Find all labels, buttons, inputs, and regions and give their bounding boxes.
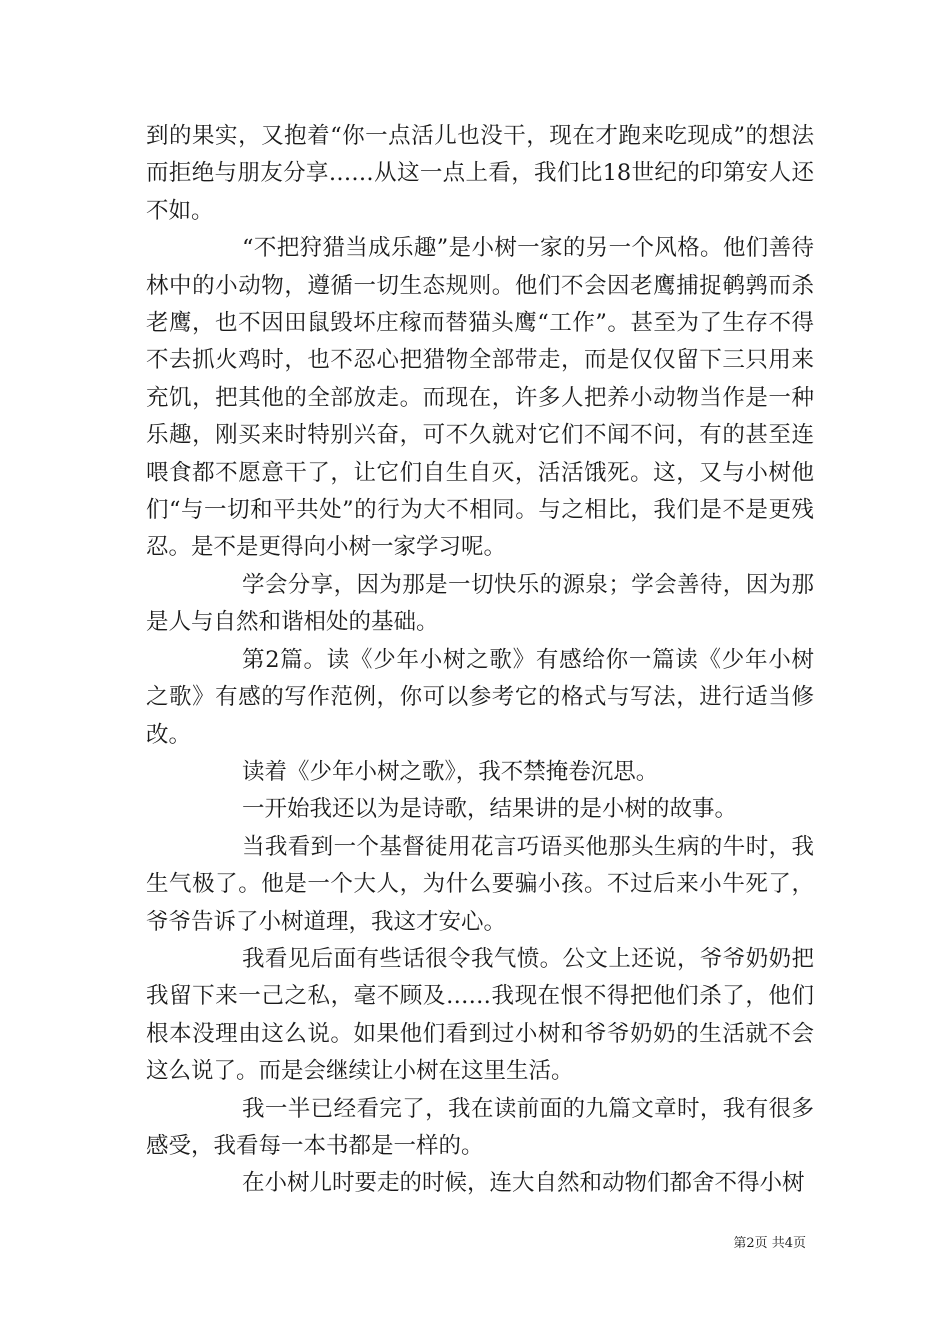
paragraph-10: 在小树儿时要走的时候，连大自然和动物们都舍不得小树 — [242, 1170, 805, 1197]
paragraph-8: 我看见后面有些话很令我气愤。公文上还说，爷爷奶奶把我留下来一己之私，毫不顾及……我现在恨不得把他们杀了，他们根本没理由这么说。如果他们看到过小树和爷爷奶奶的生活就不会这么说了。而是会继续让小树在这里生活。 — [146, 945, 814, 1085]
paragraph-1: 到的果实，又抱着“你一点活儿也没干，现在才跑来吃现成”的想法而拒绝与朋友分享……从这一点上看，我们比18世纪的印第安人还不如。 — [146, 123, 814, 224]
paragraph-4: 第2篇。读《少年小树之歌》有感给你一篇读《少年小树之歌》有感的写作范例，你可以参考它的格式与写法，进行适当修改。 — [146, 646, 814, 748]
paragraph-9: 我一半已经看完了，我在读前面的九篇文章时，我有很多感受，我看每一本书都是一样的。 — [146, 1095, 814, 1159]
paragraph-5: 读着《少年小树之歌》，我不禁掩卷沉思。 — [242, 758, 659, 785]
page-number: 第2页 共4页 — [733, 1236, 806, 1251]
body-text — [146, 118, 814, 1203]
paragraph-2: “不把狩猎当成乐趣”是小树一家的另一个风格。他们善待林中的小动物，遵循一切生态规则。他们不会因老鹰捕捉鹌鹑而杀老鹰，也不因田鼠毁坏庄稼而替猫头鹰“工作”。甚至为了生存不得不去抓火鸡时，也不忍心把猎物全部带走，而是仅仅留下三只用来充饥，把其他的全部放走。而现在，许多人把养小动物当作是一种乐趣，刚买来时特别兴奋，可不久就对它们不闻不问，有的甚至连喂食都不愿意干了，让它们自生自灭，活活饿死。这，又与小树他们“与一切和平共处”的行为大不相同。与之相比，我们是不是更残忍。是不是更得向小树一家学习呢。 — [146, 235, 814, 561]
paragraph-6: 一开始我还以为是诗歌，结果讲的是小树的故事。 — [242, 796, 738, 823]
paragraph-7: 当我看到一个基督徒用花言巧语买他那头生病的牛时，我生气极了。他是一个大人，为什么要骗小孩。不过后来小牛死了，爷爷告诉了小树道理，我这才安心。 — [146, 833, 814, 935]
paragraph-3: 学会分享，因为那是一切快乐的源泉；学会善待，因为那是人与自然和谐相处的基础。 — [146, 571, 814, 636]
